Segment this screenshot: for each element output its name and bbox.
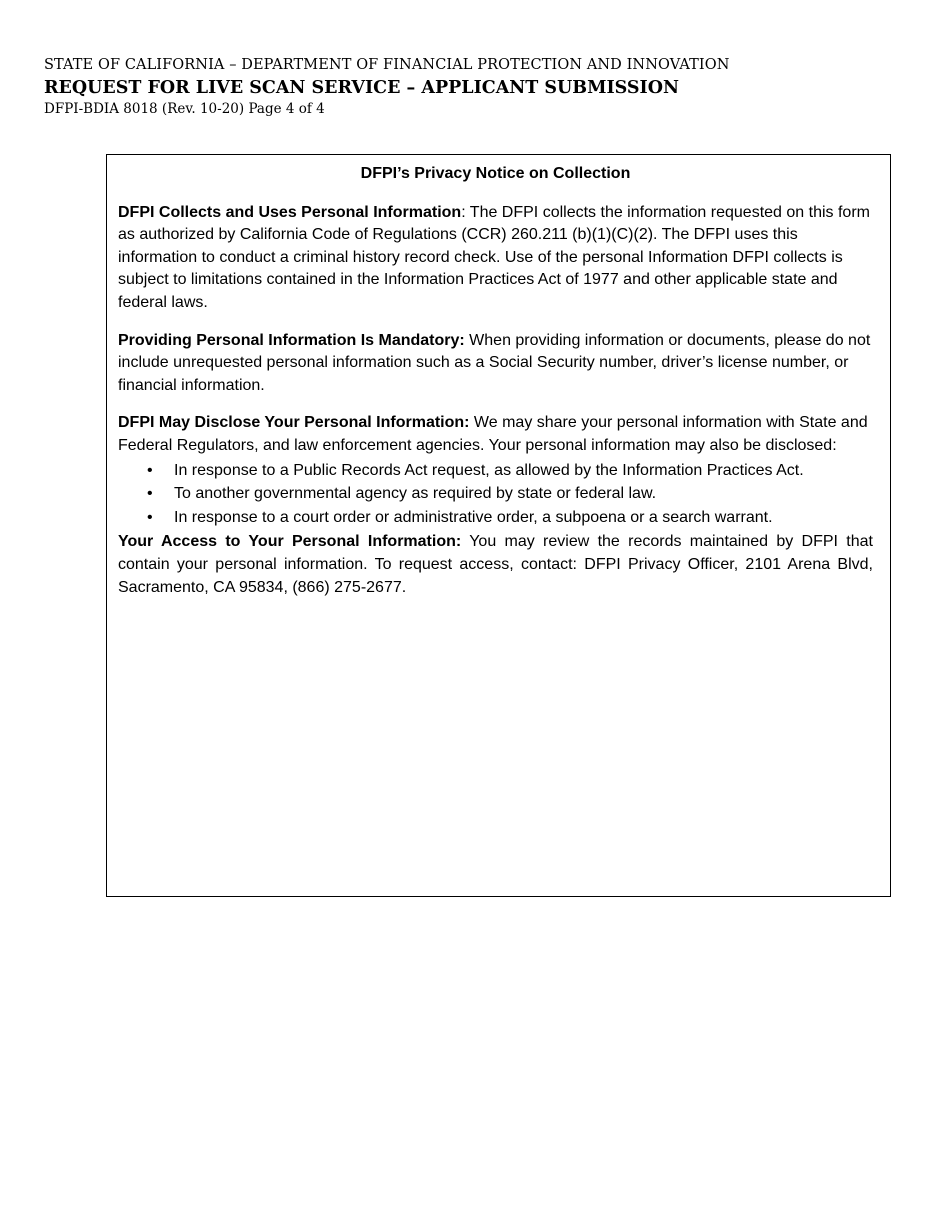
list-item	[118, 506, 873, 530]
collects-heading: DFPI Collects and Uses Personal Information	[118, 203, 462, 221]
privacy-notice-box	[106, 154, 891, 897]
mandatory-section	[118, 330, 873, 398]
bullet-icon: •	[147, 508, 153, 526]
document-header	[44, 56, 729, 118]
list-item	[118, 482, 873, 506]
disclose-body: We may share your personal information with State and Federal Regulators, and law enforcement agencies. Your personal information may also be disclosed:	[118, 414, 868, 454]
agency-name: STATE OF CALIFORNIA – DEPARTMENT OF FINANCIAL PROTECTION AND INNOVATION	[44, 57, 730, 73]
list-item	[118, 459, 873, 483]
access-section	[118, 531, 873, 599]
mandatory-heading: Providing Personal Information Is Mandatory:	[118, 331, 465, 349]
mandatory-body: When providing information or documents, please do not include unrequested personal information such as a Social Security number, driver’s license number, or financial information.	[118, 331, 871, 394]
bullet-icon: •	[147, 485, 153, 503]
disclose-section	[118, 412, 873, 457]
disclose-heading: DFPI May Disclose Your Personal Information:	[118, 414, 470, 432]
access-body: You may review the records maintained by DFPI that contain your personal information. To request access, contact: DFPI Privacy Officer, 2101 Arena Blvd, Sacramento, CA 95834, (866) 275-2677.	[118, 533, 873, 596]
collects-section	[118, 202, 873, 315]
bullet-icon: •	[147, 461, 153, 479]
list-item-text: To another governmental agency as required by state or federal law.	[174, 485, 657, 503]
access-heading: Your Access to Your Personal Information:	[118, 533, 462, 551]
disclosure-list	[118, 459, 873, 530]
form-id-page-number: DFPI-BDIA 8018 (Rev. 10-20) Page 4 of 4	[44, 101, 325, 117]
list-item-text: In response to a Public Records Act request, as allowed by the Information Practices Act.	[174, 461, 804, 479]
privacy-notice-title: DFPI’s Privacy Notice on Collection	[360, 165, 631, 182]
list-item-text: In response to a court order or administrative order, a subpoena or a search warrant.	[174, 508, 773, 526]
collects-body: : The DFPI collects the information requested on this form as authorized by California Code of Regulations (CCR) 260.211 (b)(1)(C)(2). The DFPI uses this information to conduct a criminal history record check. Use of the personal Information DFPI collects is subject to limitations contained in the Information Practices Act of 1977 and other applicable state and federal laws.	[118, 203, 870, 311]
form-title: REQUEST FOR LIVE SCAN SERVICE – APPLICANT SUBMISSION	[44, 78, 679, 98]
